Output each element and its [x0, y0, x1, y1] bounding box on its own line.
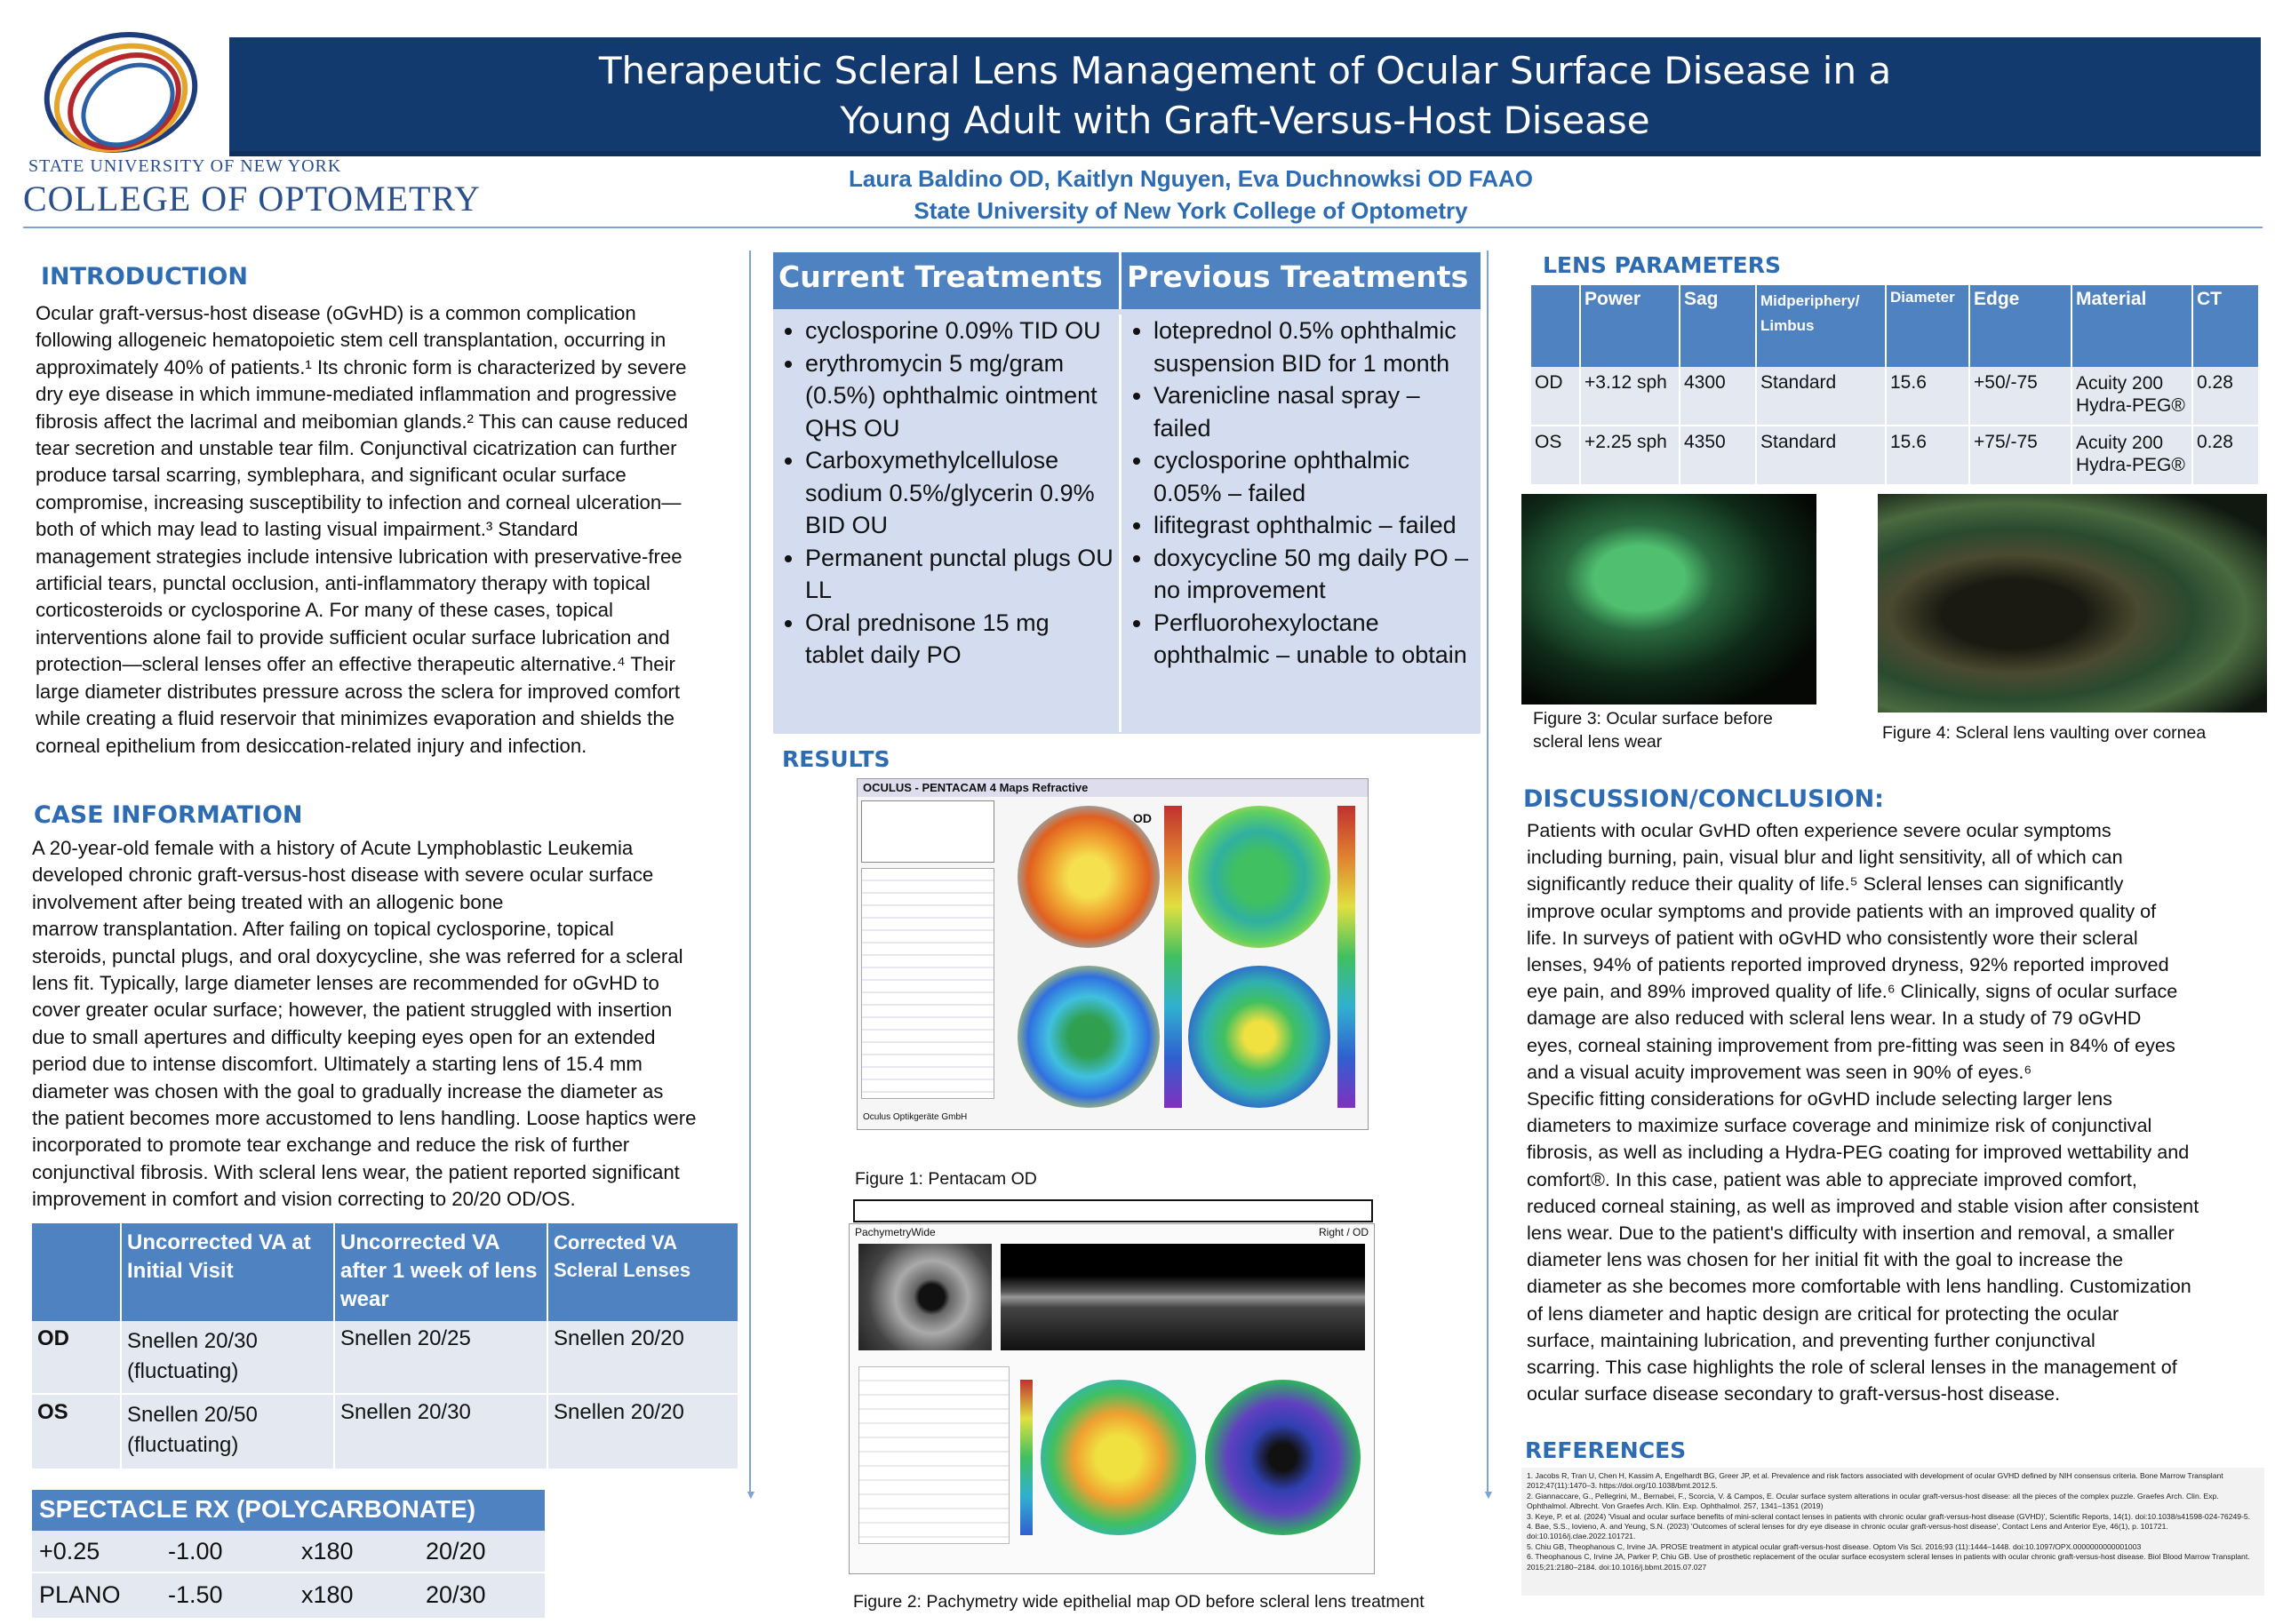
treatments-body — [773, 309, 1481, 732]
spectacle-cell: -1.00 — [168, 1537, 223, 1564]
case-line: A 20-year-old female with a history of Acute Lymphoblastic Leukemia — [32, 837, 634, 859]
pentacam-color-scale — [1164, 806, 1182, 1108]
current-treatment-item: • Permanent punctal plugs OU LL — [805, 542, 1114, 607]
discussion-line: lens wear. Due to the patient's difficulty with insertion and removal, a smaller — [1527, 1222, 2175, 1245]
discussion-title: DISCUSSION/CONCLUSION: — [1523, 785, 1884, 813]
ocular-surface-photo — [1521, 494, 1816, 705]
discussion-line: significantly reduce their quality of life.⁵ Scleral lenses can significantly — [1527, 872, 2124, 896]
pachy-color-scale — [1020, 1380, 1033, 1535]
lens-cell: +75/-75 — [1969, 426, 2071, 484]
va-cell: Snellen 20/20 — [554, 1326, 684, 1350]
pentacam-patient-box — [861, 800, 994, 863]
intro-line: large diameter distributes pressure across the sclera for improved comfort — [36, 680, 681, 703]
pentacam-header: OCULUS - PENTACAM 4 Maps Refractive — [858, 779, 1368, 797]
case-line: period due to intense discomfort. Ultimately a starting lens of 15.4 mm — [32, 1053, 643, 1076]
reference-item: 2. Giannaccare, G., Pellegrini, M., Bernabei, F., Scorcia, V. & Campos, E. Ocular surface system alterations in ocular graft-versus-host disease: all the pieces of the complex puzzle. Graefes Arch. Clin. Exp. Ophthalmol. Albrecht. Von Graefes Arch. Klin. Exp. Ophthalmol. 257, 1341–1351 (2019) — [1527, 1491, 2219, 1511]
case-title: CASE INFORMATION — [34, 801, 303, 829]
discussion-text — [1527, 817, 2264, 1407]
previous-treatment-item: • doxycycline 50 mg daily PO – no improvement — [1153, 542, 1475, 607]
discussion-line: lenses, 94% of patients reported improved dryness, 92% reported improved — [1527, 953, 2169, 976]
reference-item: 5. Chiu GB, Theophanous C, Irvine JA. PROSE treatment in atypical ocular graft-versus-host disease. Optom Vis Sci. 2016;93 (11):1444–1448. doi:10.1097/OPX.0000000000001003 — [1527, 1541, 2142, 1551]
spectacle-cell: -1.50 — [168, 1580, 223, 1608]
discussion-line: Patients with ocular GvHD often experience severe ocular symptoms — [1527, 819, 2111, 841]
pentacam-map-bottom-right — [1188, 966, 1330, 1108]
lens-cell: 15.6 — [1886, 367, 1969, 426]
lens-cell: +2.25 sph — [1580, 426, 1680, 484]
discussion-line: Specific fitting considerations for oGvHD include selecting larger lens — [1527, 1087, 2112, 1111]
lens-cell: +3.12 sph — [1580, 367, 1680, 426]
case-line: diameter was chosen with the goal to gradually increase the diameter as — [32, 1079, 664, 1103]
intro-line: compromise, increasing susceptibility to infection and corneal ulceration— — [36, 490, 682, 513]
lens-cell: +50/-75 — [1969, 367, 2071, 426]
pachy-right-label: Right / OD — [1319, 1226, 1369, 1238]
lens-cell: 0.28 — [2197, 432, 2233, 452]
discussion-line: ocular surface disease secondary to graft-versus-host disease. — [1527, 1382, 2061, 1405]
lens-cell: Acuity 200 Hydra-PEG® — [2071, 367, 2192, 426]
references-title: REFERENCES — [1525, 1437, 1687, 1463]
pachy-eye-photo — [858, 1244, 992, 1350]
previous-treatment-item: • Perfluorohexyloctane ophthalmic – unable to obtain — [1153, 607, 1475, 672]
current-treatment-item: • Carboxymethylcellulose sodium 0.5%/glycerin 0.9% BID OU — [805, 444, 1114, 542]
spectacle-box — [32, 1490, 545, 1618]
previous-treatment-item: • Varenicline nasal spray – failed — [1153, 379, 1475, 444]
intro-line: both of which may lead to lasting visual impairment.³ Standard — [36, 518, 579, 541]
fig3-caption: Figure 3: Ocular surface before scleral lens wear — [1533, 709, 1773, 752]
current-treatment-item: • Oral prednisone 15 mg tablet daily PO — [805, 607, 1114, 672]
case-line: conjunctival fibrosis. With scleral lens wear, the patient reported significant — [32, 1160, 680, 1183]
current-treatment-item: • erythromycin 5 mg/gram (0.5%) ophthalmic ointment QHS OU — [805, 347, 1114, 445]
reference-item: 3. Keye, P. et al. (2024) 'Visual and ocular surface benefits of mini-scleral contact lenses in patients with chronic ocular graft-versus-host disease (GVHD)', Scientific Reports, 14(1). doi:10.1038/s41598-024-76249-5. — [1527, 1511, 2251, 1521]
college-logo-icon — [32, 16, 201, 165]
column-divider-right — [1487, 251, 1489, 1494]
case-line: marrow transplantation. After failing on topical cyclosporine, topical — [32, 918, 614, 941]
lens-cell: OS — [1531, 426, 1580, 484]
discussion-line: scarring. This case highlights the role of scleral lenses in the management of — [1527, 1356, 2177, 1379]
lens-header-cell: Power — [1580, 285, 1680, 367]
discussion-line: diameter as she becomes more comfortable with lens handling. Customization — [1527, 1275, 2191, 1298]
spectacle-cell: 20/30 — [426, 1580, 486, 1608]
poster-title-line1: Therapeutic Scleral Lens Management of Ocular Surface Disease in a — [598, 49, 1892, 92]
lens-cell: 4350 — [1680, 426, 1756, 484]
pachy-empty-box — [853, 1199, 1373, 1222]
intro-line: management strategies include intensive lubrication with preservative-free — [36, 545, 682, 568]
discussion-line: life. In surveys of patient with oGvHD who consistently wore their scleral — [1527, 926, 2138, 949]
lens-header-cell: CT — [2197, 289, 2222, 309]
lens-cell: Acuity 200 Hydra-PEG® — [2071, 426, 2192, 484]
case-line: steroids, punctal plugs, and oral doxycycline, she was referred for a scleral — [32, 944, 683, 967]
intro-line: fibrosis affect the lacrimal and meibomian glands.² This can cause reduced — [36, 410, 689, 433]
discussion-line: comfort®. In this case, patient was able to appreciate improved comfort, — [1527, 1167, 2137, 1190]
va-header-cell: Uncorrected VA at Initial Visit — [121, 1223, 334, 1321]
va-cell: Snellen 20/30 (fluctuating) — [121, 1321, 334, 1394]
lens-cell: 4300 — [1680, 367, 1756, 426]
va-header-cell: Uncorrected VA after 1 week of lens wear — [334, 1223, 547, 1321]
column-divider-left — [749, 251, 751, 1494]
case-line: lens fit. Typically, large diameter lenses are recommended for oGvHD to — [32, 972, 659, 995]
case-line: cover greater ocular surface; however, the patient struggled with insertion — [32, 999, 673, 1022]
pentacam-values-panel — [861, 868, 994, 1099]
pentacam-footer: Oculus Optikgeräte GmbH — [863, 1112, 968, 1122]
va-table — [32, 1223, 738, 1469]
authors: Laura Baldino OD, Kaitlyn Nguyen, Eva Duchnowksi OD FAAO — [848, 165, 1533, 192]
va-cell: OS — [32, 1394, 121, 1469]
intro-line: artificial tears, punctal occlusion, anti-inflammatory therapy with topical — [36, 572, 651, 595]
intro-line: following allogeneic hematopoietic stem cell transplantation, occurring in — [36, 329, 667, 352]
previous-treatments-list — [1122, 314, 1481, 732]
spectacle-cell: x180 — [301, 1580, 354, 1608]
intro-line: interventions alone fail to provide sufficient ocular surface lubrication and — [36, 625, 670, 649]
va-cell: Snellen 20/50 (fluctuating) — [121, 1394, 334, 1469]
lens-params-row — [1531, 426, 2258, 484]
lens-cell: 15.6 — [1886, 426, 1969, 484]
title-banner-accent — [229, 151, 2261, 156]
va-cell: Snellen 20/30 — [334, 1394, 547, 1469]
va-header-cell: Corrected VA Scleral Lenses — [554, 1231, 691, 1281]
pachy-values-panel — [858, 1366, 1010, 1544]
case-text — [32, 835, 743, 1214]
pachy-figure — [849, 1223, 1375, 1574]
lens-cell: 0.28 — [2197, 372, 2233, 393]
intro-line: approximately 40% of patients.¹ Its chronic form is characterized by severe — [36, 355, 687, 378]
lens-params-title: LENS PARAMETERS — [1543, 252, 1781, 278]
scleral-lens-photo — [1878, 494, 2267, 712]
case-line: the patient becomes more accustomed to lens handling. Loose haptics were — [32, 1107, 697, 1130]
previous-treatments-title: Previous Treatments — [1127, 259, 1469, 294]
pentacam-map-bottom-left — [1018, 966, 1160, 1108]
column-divider-right-arrow: ▼ — [1482, 1487, 1495, 1501]
previous-treatment-item: • lifitegrast ophthalmic – failed — [1153, 509, 1475, 542]
header-band — [0, 0, 2275, 224]
pachy-map-left — [1041, 1380, 1196, 1535]
intro-line: dry eye disease in which immune-mediated inflammation and progressive — [36, 383, 677, 406]
lens-params-table — [1531, 285, 2258, 484]
discussion-line: surface, maintaining lubrication, and preventing further conjunctival — [1527, 1328, 2095, 1351]
intro-line: corticosteroids or cyclosporine A. For many of these cases, topical — [36, 599, 613, 622]
spectacle-row — [32, 1573, 545, 1616]
lens-params-header — [1531, 285, 2258, 367]
lens-header-cell: Material — [2071, 285, 2192, 367]
lens-params-row — [1531, 367, 2258, 426]
pentacam-map-top-right — [1188, 806, 1330, 948]
current-treatments-title: Current Treatments — [773, 252, 1122, 309]
logo-line2: COLLEGE OF OPTOMETRY — [23, 179, 481, 219]
spectacle-title: SPECTACLE RX (POLYCARBONATE) — [32, 1490, 545, 1531]
case-line: improvement in comfort and vision correcting to 20/20 OD/OS. — [32, 1188, 576, 1211]
spectacle-cell: x180 — [301, 1537, 354, 1564]
reference-item: 4. Bae, S.S., Iovieno, A. and Yeung, S.N. (2023) 'Outcomes of scleral lenses for dry eye disease in chronic ocular graft-versus-host disease', Contact Lens and Anterior Eye, 46(1), p. 101721. doi:10.1016/j.clae.2022.101721. — [1527, 1522, 2168, 1541]
va-cell: Snellen 20/25 — [334, 1321, 547, 1394]
reference-item: 1. Jacobs R, Tran U, Chen H, Kassim A, Engelhardt BG, Greer JP, et al. Prevalence and risk factors associated with development of ocular GVHD defined by NIH consensus criteria. Bone Marrow Transplant 2012;47(11):1470–3. https://doi.org/10.1038/bmt.2012.5. — [1527, 1471, 2223, 1491]
poster-title-line2: Young Adult with Graft-Versus-Host Disease — [840, 99, 1650, 142]
lens-cell: Standard — [1756, 367, 1886, 426]
results-title: RESULTS — [782, 746, 890, 772]
pentacam-figure — [857, 778, 1369, 1130]
pachy-map-right — [1205, 1380, 1361, 1535]
reference-item: 6. Theophanous C, Irvine JA, Parker P, Chiu GB. Use of prosthetic replacement of the ocular surface ecosystem scleral lenses in patients with ocular chronic graft-versus-host disease. Biol Blood Marrow Transplant. 2015;21:2180–2184. doi:10.1016/j.bbmt.2015.07.027 — [1527, 1552, 2250, 1572]
lens-header-cell: Edge — [1969, 285, 2071, 367]
pentacam-od-label: OD — [1133, 811, 1152, 825]
intro-title: INTRODUCTION — [41, 263, 248, 291]
lens-header-cell: Diameter — [1886, 285, 1969, 367]
lens-cell: Standard — [1756, 426, 1886, 484]
discussion-line: diameters to maximize surface coverage and minimize risk of conjunctival — [1527, 1114, 2152, 1137]
spectacle-row — [32, 1531, 545, 1573]
pachy-oct-scan — [1001, 1244, 1365, 1350]
intro-line: corneal epithelium from desiccation-related injury and infection. — [36, 734, 587, 757]
discussion-line: diameter lens was chosen for her initial fit with the goal to increase the — [1527, 1248, 2123, 1271]
treatments-table — [773, 252, 1481, 734]
fig4-caption: Figure 4: Scleral lens vaulting over cornea — [1882, 723, 2207, 743]
va-cell: OD — [32, 1321, 121, 1394]
header-rule — [23, 227, 2263, 228]
intro-text — [36, 300, 746, 760]
lens-header-cell — [1531, 285, 1580, 367]
previous-treatment-item: • loteprednol 0.5% ophthalmic suspension BID for 1 month — [1153, 314, 1475, 379]
case-line: developed chronic graft-versus-host disease with severe ocular surface — [32, 864, 654, 887]
fig2-caption: Figure 2: Pachymetry wide epithelial map OD before scleral lens treatment — [853, 1592, 1425, 1612]
case-line: incorporated to promote tear exchange and reduce the risk of further — [32, 1134, 630, 1157]
spectacle-cell: 20/20 — [426, 1537, 486, 1564]
va-table-header — [32, 1223, 738, 1321]
discussion-line: improve ocular symptoms and provide patients with an improved quality of — [1527, 899, 2157, 922]
intro-line: while creating a fluid reservoir that minimizes evaporation and shields the — [36, 707, 675, 730]
case-line: involvement after being treated with an allogenic bone — [32, 890, 504, 913]
intro-line: produce tarsal scarring, symblephara, and significant ocular surface — [36, 464, 627, 487]
intro-line: Ocular graft-versus-host disease (oGvHD) is a common complication — [36, 302, 636, 324]
pentacam-map-top-left — [1018, 806, 1160, 948]
lens-header-cell: Midperiphery/ Limbus — [1756, 285, 1886, 367]
discussion-line: eyes, corneal staining improvement from pre-fitting was seen in 84% of eyes — [1527, 1033, 2175, 1056]
discussion-line: reduced corneal staining, as well as improved and stable vision after consistent — [1527, 1194, 2199, 1217]
case-line: due to small apertures and difficulty keeping eyes open for an extended — [32, 1025, 656, 1048]
va-header-cell — [32, 1223, 121, 1321]
spectacle-cell: PLANO — [39, 1580, 121, 1608]
pentacam-color-scale-2 — [1337, 806, 1355, 1108]
poster-title — [229, 46, 2261, 146]
va-cell: Snellen 20/20 — [554, 1400, 684, 1424]
current-treatment-item: • cyclosporine 0.09% TID OU — [805, 314, 1114, 347]
discussion-line: damage are also reduced with scleral lens wear. In a study of 79 oGvHD — [1527, 1007, 2142, 1030]
intro-line: protection—scleral lenses offer an effective therapeutic alternative.⁴ Their — [36, 653, 675, 676]
discussion-line: eye pain, and 89% improved quality of life.⁶ Clinically, signs of ocular surface — [1527, 980, 2178, 1003]
discussion-line: fibrosis, as well as including a Hydra-PEG coating for improved wettability and — [1527, 1141, 2190, 1164]
logo-line1: STATE UNIVERSITY OF NEW YORK — [28, 156, 342, 176]
discussion-line: and a visual acuity improvement was seen in 90% of eyes.⁶ — [1527, 1060, 2032, 1083]
va-table-row — [32, 1394, 738, 1469]
spectacle-cell: +0.25 — [39, 1537, 100, 1564]
fig1-caption: Figure 1: Pentacam OD — [855, 1169, 1037, 1189]
lens-header-cell: Sag — [1680, 285, 1756, 367]
treatments-header — [773, 252, 1481, 309]
va-table-row — [32, 1321, 738, 1394]
column-divider-left-arrow: ▼ — [745, 1487, 757, 1501]
current-treatments-list — [773, 314, 1122, 732]
discussion-line: of lens diameter and haptic design are critical for protecting the ocular — [1527, 1302, 2119, 1325]
previous-treatment-item: • cyclosporine ophthalmic 0.05% – failed — [1153, 444, 1475, 509]
intro-line: tear secretion and unstable tear film. Conjunctival cicatrization can further — [36, 437, 677, 460]
lens-cell: OD — [1531, 367, 1580, 426]
institution: State University of New York College of Optometry — [914, 197, 1468, 224]
references-box — [1521, 1468, 2264, 1596]
pachy-header: PachymetryWide — [855, 1226, 936, 1238]
discussion-line: including burning, pain, visual blur and light sensitivity, all of which can — [1527, 846, 2123, 869]
